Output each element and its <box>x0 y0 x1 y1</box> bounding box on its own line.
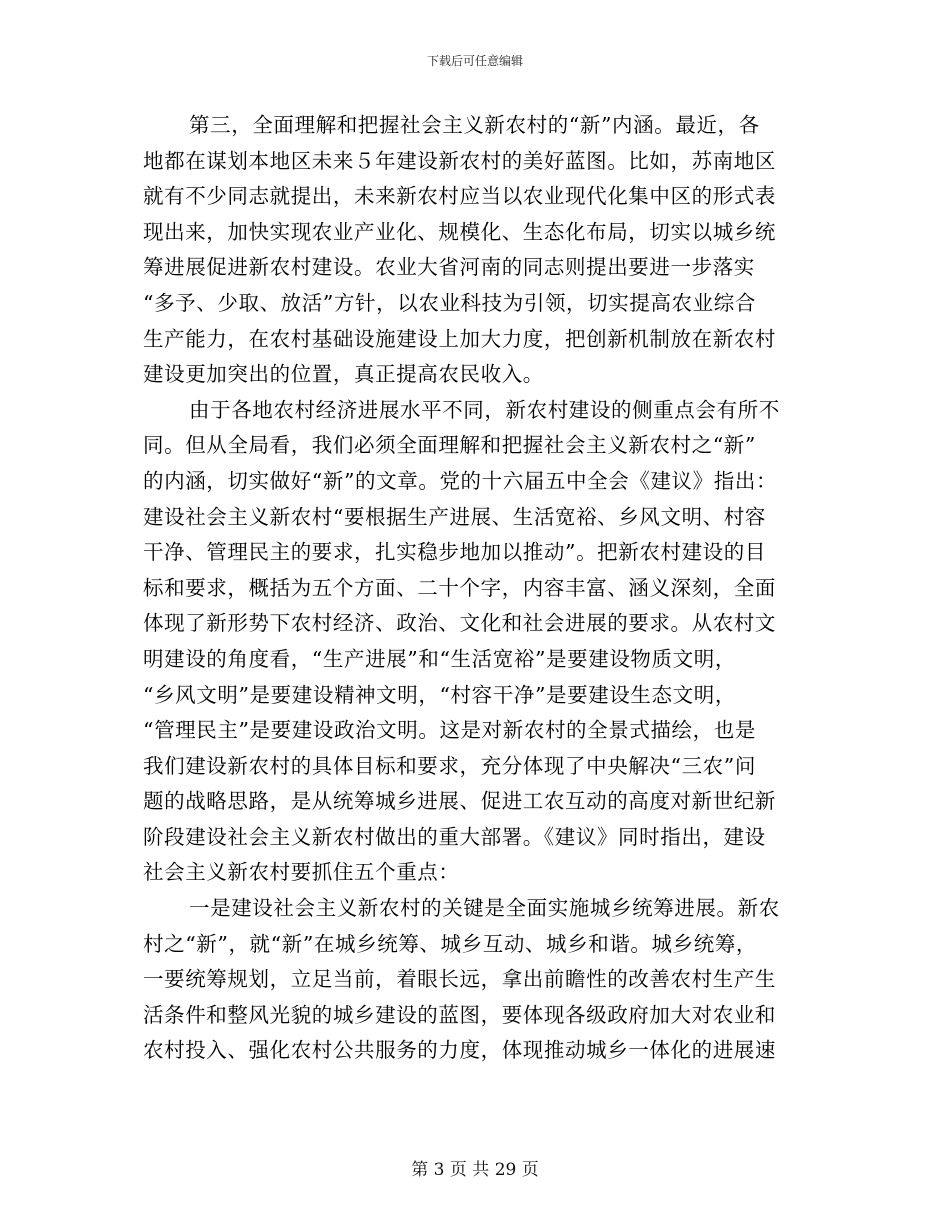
text-line: 同。但从全局看，我们必须全面理解和把握社会主义新农村之“新” <box>143 433 756 458</box>
text-line: 题的战略思路，是从统筹城乡进展、促进工农互动的高度对新世纪新 <box>143 789 776 814</box>
text-line: 现出来，加快实现农业产业化、规模化、生态化布局，切实以城乡统 <box>143 219 776 244</box>
text-line: 一是建设社会主义新农村的关键是全面实施城乡统筹进展。新农 <box>189 896 780 921</box>
paragraph <box>143 108 799 393</box>
text-line: 筹进展促进新农村建设。农业大省河南的同志则提出要进一步落实 <box>143 255 755 280</box>
text-line: 建设更加突出的位置，真正提高农民收入。 <box>143 362 544 387</box>
text-line: 地都在谋划本地区未来５年建设新农村的美好蓝图。比如，苏南地区 <box>143 148 776 173</box>
text-line: 建设社会主义新农村“要根据生产进展、生活宽裕、乡风文明、村容 <box>143 504 766 529</box>
text-line: 干净、管理民主的要求，扎实稳步地加以推动”。把新农村建设的目 <box>143 540 766 565</box>
text-line: 由于各地农村经济进展水平不同，新农村建设的侧重点会有所不 <box>189 397 780 422</box>
text-line: 生产能力，在农村基础设施建设上加大力度，把创新机制放在新农村 <box>143 326 776 351</box>
page-number: 第 3 页 共 29 页 <box>411 1160 539 1180</box>
text-line: 农村投入、强化农村公共服务的力度，体现推动城乡一体化的进展速 <box>143 1038 776 1063</box>
text-line: 一要统筹规划，立足当前，着眼长远，拿出前瞻性的改善农村生产生 <box>143 967 776 992</box>
text-line: 村之“新”，就“新”在城乡统筹、城乡互动、城乡和谐。城乡统筹， <box>143 931 758 956</box>
text-line: 体现了新形势下农村经济、政治、文化和社会进展的要求。从农村文 <box>143 611 776 636</box>
document-body <box>143 108 799 1069</box>
page-header: 下载后可任意编辑 <box>426 54 523 68</box>
text-line: 标和要求，概括为五个方面、二十个字，内容丰富、涵义深刻，全面 <box>143 575 776 600</box>
paragraph <box>143 891 799 1069</box>
text-line: 就有不少同志就提出，未来新农村应当以农业现代化集中区的形式表 <box>143 184 776 209</box>
text-line: 第三，全面理解和把握社会主义新农村的“新”内涵。最近，各 <box>189 113 760 137</box>
text-line: 阶段建设社会主义新农村做出的重大部署。《建议》同时指出，建设 <box>143 824 766 849</box>
text-line: “乡风文明”是要建设精神文明，“村容干净”是要建设生态文明， <box>143 682 736 707</box>
text-line: “多予、少取、放活”方针，以农业科技为引领，切实提高农业综合 <box>143 290 756 315</box>
paragraph <box>143 393 799 891</box>
text-line: 社会主义新农村要抓住五个重点： <box>143 860 460 885</box>
text-line: 的内涵，切实做好“新”的文章。党的十六届五中全会《建议》指出： <box>143 468 778 493</box>
text-line: 我们建设新农村的具体目标和要求，充分体现了中央解决“三农”问 <box>143 753 756 778</box>
text-line: 活条件和整风光貌的城乡建设的蓝图，要体现各级政府加大对农业和 <box>143 1002 776 1027</box>
text-line: 明建设的角度看，“生产进展”和“生活宽裕”是要建设物质文明， <box>143 646 736 671</box>
text-line: “管理民主”是要建设政治文明。这是对新农村的全景式描绘，也是 <box>143 718 756 743</box>
